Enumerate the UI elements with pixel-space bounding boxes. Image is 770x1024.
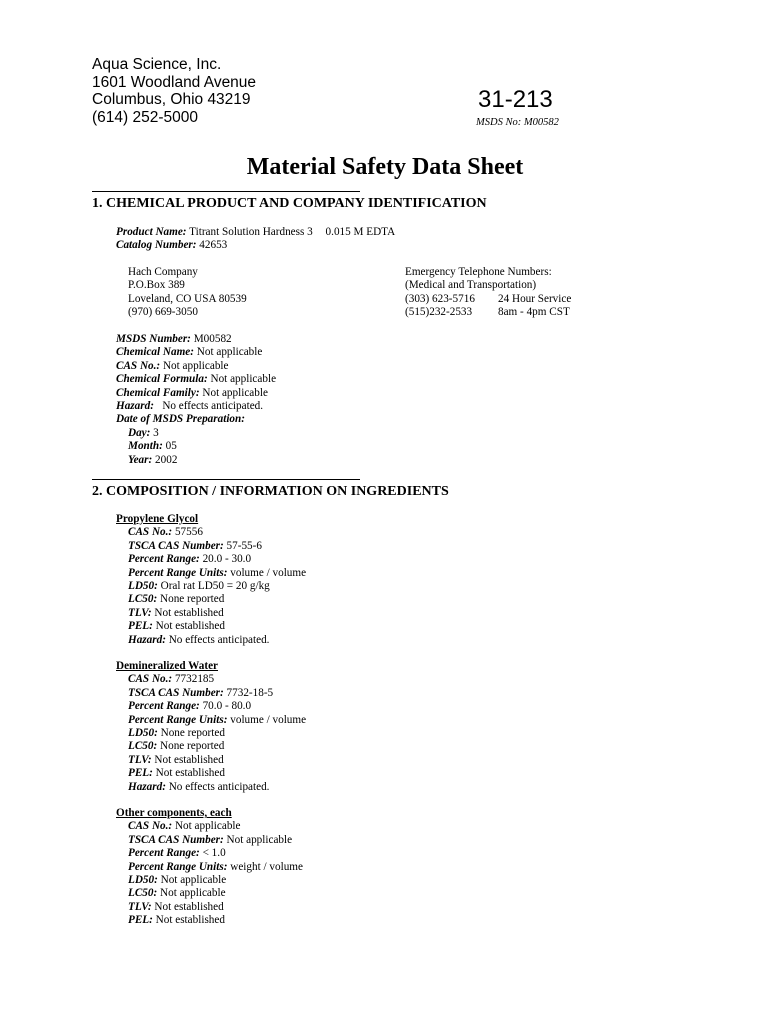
component-value: 7732185: [174, 673, 215, 686]
component-name: Demineralized Water: [116, 660, 219, 672]
component-label: LD50:: [128, 727, 158, 740]
catalog-number-value: 42653: [199, 239, 228, 252]
company-address: [92, 56, 256, 126]
component-row: [116, 620, 306, 633]
component-label: LD50:: [128, 874, 158, 887]
emergency-block: [405, 266, 571, 320]
component-label: Percent Range Units:: [128, 860, 228, 873]
catalog-number-label: Catalog Number:: [116, 239, 197, 252]
component-value: weight / volume: [230, 860, 303, 873]
prep-value: 3: [153, 426, 159, 439]
product-info: [116, 226, 395, 253]
component-row: [116, 700, 306, 713]
prep-value: 2002: [155, 453, 178, 466]
component-row: [116, 580, 306, 593]
section-divider: [92, 479, 360, 480]
emergency-note: 8am - 4pm CST: [498, 306, 570, 319]
component-label: TSCA CAS Number:: [128, 539, 224, 552]
field-row: [116, 346, 276, 359]
component-row: [116, 607, 306, 620]
field-label: Hazard:: [116, 400, 154, 413]
prep-row: [116, 440, 276, 453]
field-label: Chemical Family:: [116, 386, 200, 399]
component-value: volume / volume: [230, 566, 307, 579]
company-city: Columbus, Ohio 43219: [92, 91, 251, 108]
field-label: Chemical Formula:: [116, 373, 208, 386]
component-row: [116, 727, 306, 740]
component-value: < 1.0: [202, 847, 226, 860]
component-row: [116, 673, 306, 686]
component-label: TSCA CAS Number:: [128, 686, 224, 699]
emergency-note: 24 Hour Service: [498, 292, 572, 305]
manufacturer-line: Hach Company: [128, 266, 198, 278]
component-value: Oral rat LD50 = 20 g/kg: [160, 580, 270, 593]
company-name: Aqua Science, Inc.: [92, 56, 222, 73]
msds-fields: [116, 333, 276, 467]
emergency-row: [405, 306, 571, 319]
component-row: [116, 714, 306, 727]
component-label: Percent Range Units:: [128, 566, 228, 579]
component-row: [116, 861, 303, 874]
component-value: Not established: [155, 767, 225, 780]
component-label: TLV:: [128, 753, 152, 766]
component-name: Other components, each: [116, 807, 232, 819]
component-name: Propylene Glycol: [116, 513, 199, 525]
component-row: [116, 767, 306, 780]
component-value: Not established: [154, 900, 224, 913]
document-number: 31-213: [478, 86, 553, 113]
component-value: Not applicable: [174, 820, 241, 833]
component-row: [116, 553, 306, 566]
company-phone: (614) 252-5000: [92, 108, 198, 126]
component-propylene-glycol: [116, 513, 306, 647]
emergency-row: [405, 293, 571, 306]
prep-date-label: [116, 413, 276, 426]
component-label: Percent Range:: [128, 700, 200, 713]
component-value: Not applicable: [226, 833, 293, 846]
field-row: [116, 387, 276, 400]
prep-label: Month:: [128, 440, 163, 453]
emergency-phone: (303) 623-5716: [405, 292, 475, 305]
component-label: LD50:: [128, 580, 158, 593]
component-value: No effects anticipated.: [168, 780, 270, 793]
field-row: [116, 400, 276, 413]
component-label: LC50:: [128, 887, 158, 900]
component-value: Not established: [154, 606, 224, 619]
component-row: [116, 687, 306, 700]
component-row: [116, 740, 306, 753]
component-row: [116, 834, 303, 847]
component-value: 7732-18-5: [226, 686, 274, 699]
component-label: LC50:: [128, 593, 158, 606]
section-1-heading: 1. CHEMICAL PRODUCT AND COMPANY IDENTIFICATION: [92, 196, 487, 211]
section-2-heading: 2. COMPOSITION / INFORMATION ON INGREDIENTS: [92, 484, 449, 499]
component-row: [116, 634, 306, 647]
page-title: Material Safety Data Sheet: [246, 154, 524, 180]
field-value: No effects anticipated.: [156, 400, 264, 413]
component-label: Hazard:: [128, 780, 166, 793]
component-value: Not established: [155, 620, 225, 633]
prep-date-heading: Date of MSDS Preparation:: [116, 413, 245, 426]
component-label: Percent Range:: [128, 847, 200, 860]
component-value: No effects anticipated.: [168, 633, 270, 646]
component-value: volume / volume: [230, 713, 307, 726]
component-value: None reported: [160, 740, 225, 753]
component-label: TSCA CAS Number:: [128, 833, 224, 846]
manufacturer-line: Loveland, CO USA 80539: [128, 292, 247, 305]
component-row: [116, 901, 303, 914]
component-label: PEL:: [128, 620, 153, 633]
catalog-number-line: [116, 239, 395, 252]
component-value: 57-55-6: [226, 539, 262, 552]
component-value: Not established: [154, 753, 224, 766]
component-row: [116, 847, 303, 860]
emergency-subtitle: (Medical and Transportation): [405, 279, 537, 292]
field-value: Not applicable: [162, 359, 229, 372]
component-row: [116, 914, 303, 927]
field-label: Chemical Name:: [116, 346, 194, 359]
emergency-title: Emergency Telephone Numbers:: [405, 266, 552, 278]
component-value: Not established: [155, 914, 225, 927]
prep-label: Day:: [128, 426, 151, 439]
component-value: None reported: [160, 727, 225, 740]
prep-row: [116, 427, 276, 440]
prep-label: Year:: [128, 453, 153, 466]
component-label: TLV:: [128, 900, 152, 913]
component-value: 57556: [174, 526, 203, 539]
field-row: [116, 360, 276, 373]
msds-number-label: MSDS No: M00582: [476, 117, 559, 128]
component-label: Percent Range Units:: [128, 713, 228, 726]
component-value: 20.0 - 30.0: [202, 553, 252, 566]
component-demineralized-water: [116, 660, 306, 794]
component-label: PEL:: [128, 914, 153, 927]
component-label: CAS No.:: [128, 820, 173, 833]
field-row: [116, 373, 276, 386]
component-label: LC50:: [128, 740, 158, 753]
product-name-label: Product Name:: [116, 226, 187, 238]
field-value: Not applicable: [196, 346, 263, 359]
field-label: MSDS Number:: [116, 333, 191, 345]
component-row: [116, 887, 303, 900]
component-row: [116, 526, 306, 539]
component-label: CAS No.:: [128, 526, 173, 539]
component-value: None reported: [160, 593, 225, 606]
component-row: [116, 540, 306, 553]
component-label: TLV:: [128, 606, 152, 619]
company-street: 1601 Woodland Avenue: [92, 73, 257, 91]
component-row: [116, 874, 303, 887]
manufacturer-line: P.O.Box 389: [128, 279, 185, 292]
manufacturer-block: [128, 266, 247, 320]
component-value: 70.0 - 80.0: [202, 700, 252, 713]
prep-row: [116, 454, 276, 467]
field-value: M00582: [193, 333, 232, 345]
manufacturer-line: (970) 669-3050: [128, 306, 198, 319]
product-name-value: Titrant Solution Hardness 3: [189, 226, 313, 238]
component-value: Not applicable: [160, 887, 226, 900]
emergency-phone: (515)232-2533: [405, 306, 473, 319]
field-row: [116, 333, 276, 346]
component-label: Percent Range:: [128, 553, 200, 566]
field-value: Not applicable: [210, 373, 277, 386]
field-value: Not applicable: [202, 386, 268, 399]
product-concentration: 0.015 M EDTA: [325, 226, 396, 238]
component-value: Not applicable: [160, 874, 227, 887]
component-other: [116, 807, 303, 928]
section-divider: [92, 191, 360, 192]
component-row: [116, 820, 303, 833]
prep-value: 05: [165, 440, 177, 453]
component-row: [116, 567, 306, 580]
component-label: PEL:: [128, 767, 153, 780]
component-label: CAS No.:: [128, 673, 173, 686]
component-row: [116, 593, 306, 606]
product-name-line: [116, 226, 395, 239]
component-row: [116, 754, 306, 767]
field-label: CAS No.:: [116, 359, 161, 372]
component-row: [116, 781, 306, 794]
component-label: Hazard:: [128, 633, 166, 646]
